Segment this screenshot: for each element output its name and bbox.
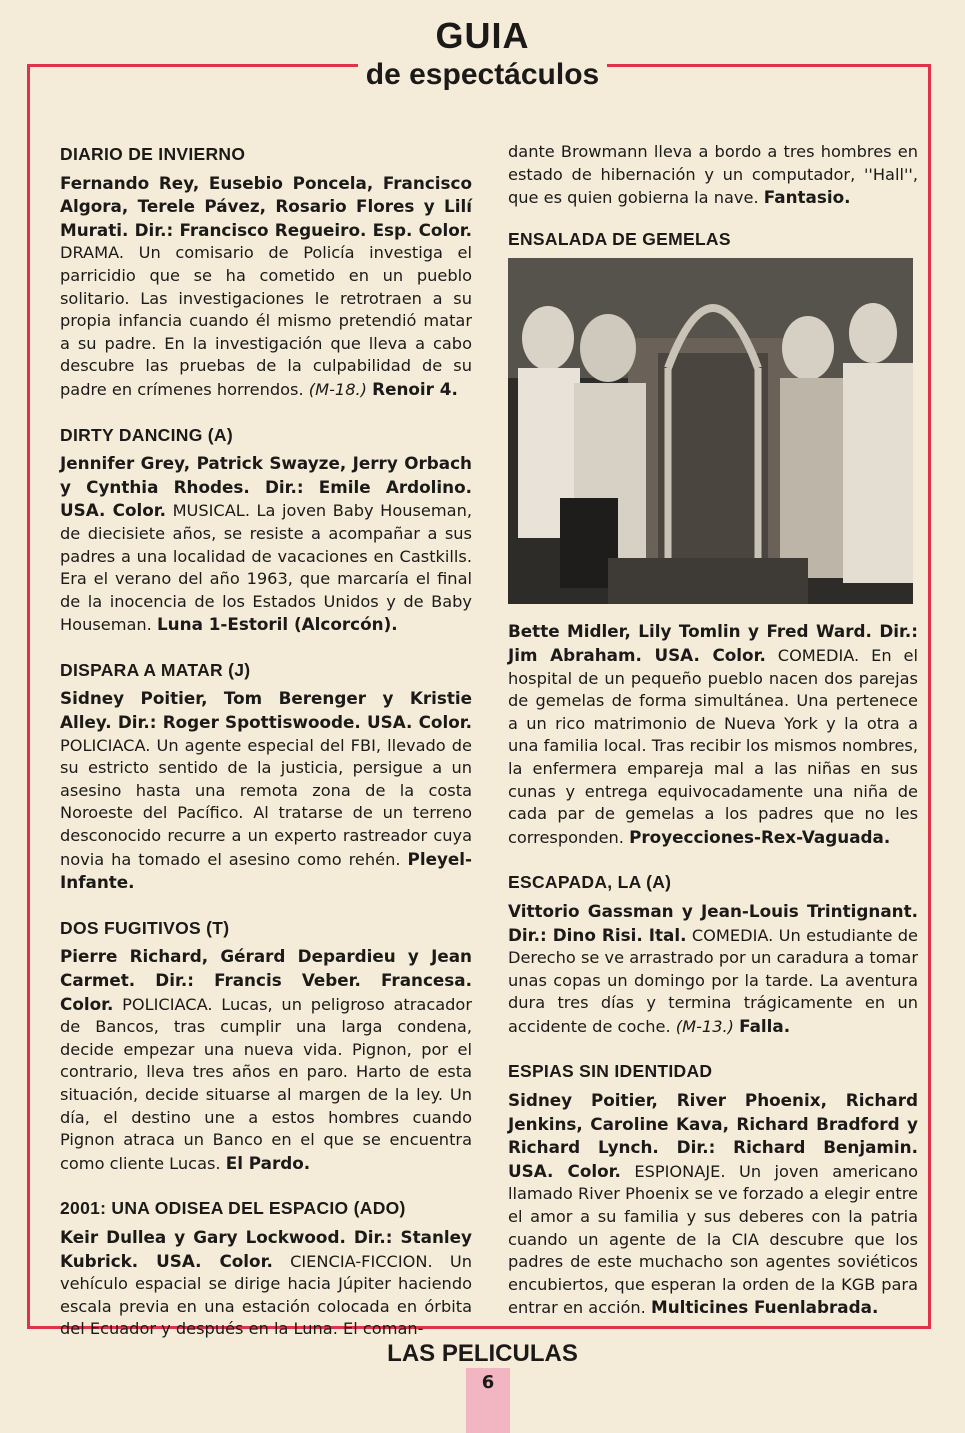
movie-venue: Proyecciones-Rex-Vaguada. <box>629 826 891 847</box>
movie-venue: Pleyel-Infante. <box>60 848 472 893</box>
movie-synopsis: La joven Baby Houseman, de diecisiete años, se resiste a acompañar a sus padres a una localidad de vacaciones en Castkills. Era el verano del año 1963, que marcaría el final de la inocencia de los Estados Unidos y de Baby Houseman. <box>60 501 472 635</box>
movie-venue: El Pardo. <box>225 1152 311 1173</box>
movie-genre: COMEDIA. <box>691 925 774 945</box>
movie-synopsis: dante Browmann lleva a bordo a tres hombres en estado de hibernación y un computador, ''Hall'', que es quien gobierna la nave. <box>508 142 918 208</box>
movie-cast: Jennifer Grey, Patrick Swayze, Jerry Orbach y Cynthia Rhodes. Dir.: Emile Ardolino. USA. Color. <box>60 453 472 521</box>
movie-still-illustration <box>508 258 913 604</box>
left-column <box>60 143 472 1341</box>
movie-listing <box>508 1089 918 1320</box>
movie-title: ENSALADA DE GEMELAS <box>508 228 731 249</box>
movie-synopsis: Un joven americano llamado River Phoenix se ve forzado a elegir entre el amor a su familia y sus deberes con la patria cuando un agente de la CIA descubre que los padres de este muchacho son agentes soviéticos encubiertos, que esperan la orden de la KGB para entrar en acción. <box>508 1161 918 1318</box>
movie-genre: POLICIACA. <box>122 994 213 1014</box>
movie-listing <box>60 452 472 637</box>
movie-venue: Luna 1-Estoril (Alcorcón). <box>156 614 398 635</box>
movie-title: DIRTY DANCING (A) <box>60 424 233 445</box>
movie-entry <box>508 1060 918 1320</box>
movie-entry <box>60 917 472 1176</box>
movie-genre: COMEDIA. <box>777 645 860 665</box>
movie-rating: (M-13.) <box>675 1016 734 1036</box>
movie-continuation <box>508 141 918 210</box>
movie-cast: Sidney Poitier, Tom Berenger y Kristie Alley. Dir.: Roger Spottiswoode. USA. Color. <box>60 688 472 733</box>
movie-title: ESCAPADA, LA (A) <box>508 872 672 893</box>
movie-entry <box>60 143 472 402</box>
movie-rating: (M-18.) <box>308 379 367 399</box>
movie-entry <box>508 228 918 850</box>
movie-synopsis: Lucas, un peligroso atracador de Bancos, tras cumplir una larga condena, decide empezar una nueva vida. Pignon, por el contrario, lleva tres años en paro. Harto de esta situación, decide situarse al margen de la ley. Un día, el destino une a estos hombres cuando Pignon atraca un Banco en el que se encuentra como cliente Lucas. <box>60 994 472 1173</box>
page-title: GUIA <box>435 15 530 56</box>
movie-cast: Fernando Rey, Eusebio Poncela, Francisco Algora, Terele Pávez, Rosario Flores y Lilí Murati. Dir.: Francisco Regueiro. Esp. Color. <box>60 172 472 240</box>
movie-listing <box>60 1226 472 1341</box>
movie-synopsis: Un agente especial del FBI, llevado de su estricto sentido de la justicia, persigue a un asesino hasta una remota zona de la costa Noroeste del Pacífico. Al tratarse de un terreno desconocido recurre a un experto rastreador cuya novia ha tomado el asesino como rehén. <box>60 735 472 869</box>
section-footer: LAS PELICULAS <box>387 1340 578 1367</box>
movie-listing <box>60 172 472 402</box>
movie-venue: Multicines Fuenlabrada. <box>651 1297 879 1318</box>
movie-synopsis: Un estudiante de Derecho se ve arrastrado por un caradura a tomar unas copas un domingo por la tarde. La aventura dura tres días y termina trágicamente en un accidente de coche. <box>508 925 918 1036</box>
movie-cast: Bette Midler, Lily Tomlin y Fred Ward. Dir.: Jim Abraham. USA. Color. <box>508 621 918 665</box>
movie-synopsis: Un vehículo espacial se dirige hacia Júpiter haciendo escala previa en una estación colocada en órbita del Ecuador y después en la Luna. El coman- <box>60 1251 472 1339</box>
movie-title: DOS FUGITIVOS (T) <box>60 917 230 938</box>
movie-title: DISPARA A MATAR (J) <box>60 659 251 680</box>
movie-genre: ESPIONAJE. <box>634 1161 726 1181</box>
movie-venue: Falla. <box>739 1015 791 1036</box>
movie-cast: Vittorio Gassman y Jean-Louis Trintignant. Dir.: Dino Risi. Ital. <box>508 900 918 945</box>
page-subtitle: de espectáculos <box>358 58 607 92</box>
movie-venue: Renoir 4. <box>372 378 458 399</box>
movie-title: ESPIAS SIN IDENTIDAD <box>508 1061 713 1082</box>
page-number: 6 <box>466 1368 510 1433</box>
movie-cast: Pierre Richard, Gérard Depardieu y Jean Carmet. Dir.: Francis Veber. Francesa. Color. <box>60 946 472 1014</box>
movie-entry <box>60 659 472 895</box>
movie-title: DIARIO DE INVIERNO <box>60 144 246 164</box>
movie-genre: CIENCIA-FICCION. <box>290 1251 433 1271</box>
movie-genre: POLICIACA. <box>60 735 151 755</box>
movie-synopsis: En el hospital de un pequeño pueblo nacen dos parejas de gemelas de forma simultánea. Una pertenece a un rico matrimonio de Nueva York y la otra a una familia local. Tras recibir los mismos nombres, la enfermera empareja mal a las niñas en sus cunas y entrega equivocadamente una niña de cada par de gemelas a los padres que no les corresponden. <box>508 645 918 847</box>
movie-entry <box>508 871 918 1038</box>
movie-genre: MUSICAL. <box>172 501 250 521</box>
movie-entry <box>60 1197 472 1341</box>
movie-listing <box>60 945 472 1175</box>
movie-cast: Keir Dullea y Gary Lockwood. Dir.: Stanley Kubrick. USA. Color. <box>60 1226 472 1271</box>
movie-listing <box>60 687 472 894</box>
movie-cast: Sidney Poitier, River Phoenix, Richard Jenkins, Caroline Kava, Richard Bradford y Richard Lynch. Dir.: Richard Benjamin. USA. Color. <box>508 1090 918 1181</box>
right-column <box>508 141 918 1320</box>
movie-genre: DRAMA. <box>60 243 125 263</box>
movie-listing <box>508 620 918 849</box>
movie-still-photo <box>508 258 913 604</box>
movie-venue: Fantasio. <box>763 187 851 208</box>
movie-title: 2001: UNA ODISEA DEL ESPACIO (ADO) <box>60 1198 406 1219</box>
movie-listing <box>508 900 918 1039</box>
movie-synopsis: Un comisario de Policía investiga el parricidio que se ha cometido en un pueblo solitario. Las investigaciones le retrotraen a su propia infancia cuando él mismo pretendió matar a su padre. En la investigación que lleva a cabo descubre las pruebas de la culpabilidad de su padre en crímenes horrendos. <box>60 243 472 399</box>
movie-entry <box>60 424 472 637</box>
movie-listing <box>508 141 918 210</box>
